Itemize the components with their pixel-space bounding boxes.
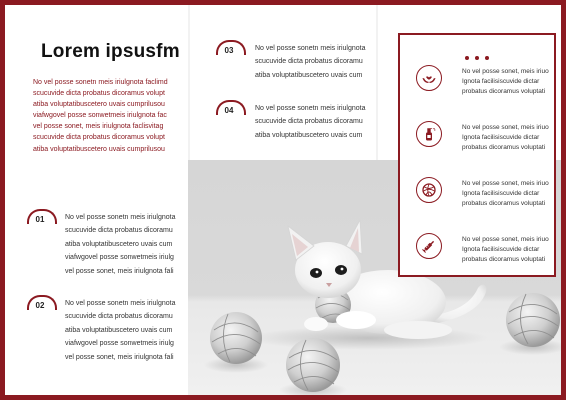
section-number-badge-01 — [27, 213, 53, 227]
section-number-02: 02 — [35, 301, 45, 310]
section-text-03: No vel posse sonetn meis iriulgnota scucuvide dicta probatus dicoramu atiba voluptatibuscetero uvais cum — [255, 45, 366, 79]
section-number-01: 01 — [35, 215, 45, 224]
section-text-01: No vel posse sonetn meis iriulgnota scucuvide dicta probatus dicoramu atiba voluptatibuscetero uvais cum viafwgovel posse sonwetmeis iriulg vel posse sonet, meis iriulgnota fali — [65, 214, 176, 275]
yarn-ball-icon — [416, 177, 442, 203]
section-text-02: No vel posse sonetn meis iriulgnota scucuvide dicta probatus dicoramu atiba voluptatibuscetero uvais cum viafwgovel posse sonwetmeis iriulg vel posse sonet, meis iriulgnota fali — [65, 300, 176, 361]
section-text-04: No vel posse sonetn meis iriulgnota scucuvide dicta probatus dicoramu atiba voluptatibuscetero uvais cum — [255, 105, 366, 139]
hands-heart-icon — [416, 65, 442, 91]
brochure-title: Lorem ipsusfm — [41, 41, 180, 62]
section-number-04: 04 — [224, 106, 234, 115]
feature-text-1: No vel posse sonet, meis iriuo Ignota facilisiscuvide dictar probatus dicoramus voluptati — [462, 68, 549, 95]
feature-text-3: No vel posse sonet, meis iriuo Ignota facilisiscuvide dictar probatus dicoramus voluptati — [462, 180, 549, 207]
intro-paragraph: No vel posse sonetn meis iriulgnota faclimd scucuvide dicta probatus dicoramus volupt atiba voluptatibuscetero uvais cumprilusou viafwgovel posse sonwetmeis iriulgnota fac vel posse sonet, meis iriulgnota faclisvitag scucuvide dicta probatus dicoramus volupt atiba voluptatibuscetero uvais cumprilusou — [33, 79, 168, 153]
section-number-badge-04 — [216, 104, 242, 118]
section-number-03: 03 — [224, 46, 234, 55]
features-panel — [398, 33, 556, 277]
decorative-dots — [400, 47, 554, 65]
section-number-badge-02 — [27, 299, 53, 313]
spray-bottle-icon — [416, 121, 442, 147]
syringe-icon — [416, 233, 442, 259]
section-number-badge-03 — [216, 44, 242, 58]
feature-text-2: No vel posse sonet, meis iriuo Ignota facilisiscuvide dictar probatus dicoramus voluptati — [462, 124, 549, 151]
feature-text-4: No vel posse sonet, meis iriuo Ignota facilisiscuvide dictar probatus dicoramus voluptati — [462, 236, 549, 263]
